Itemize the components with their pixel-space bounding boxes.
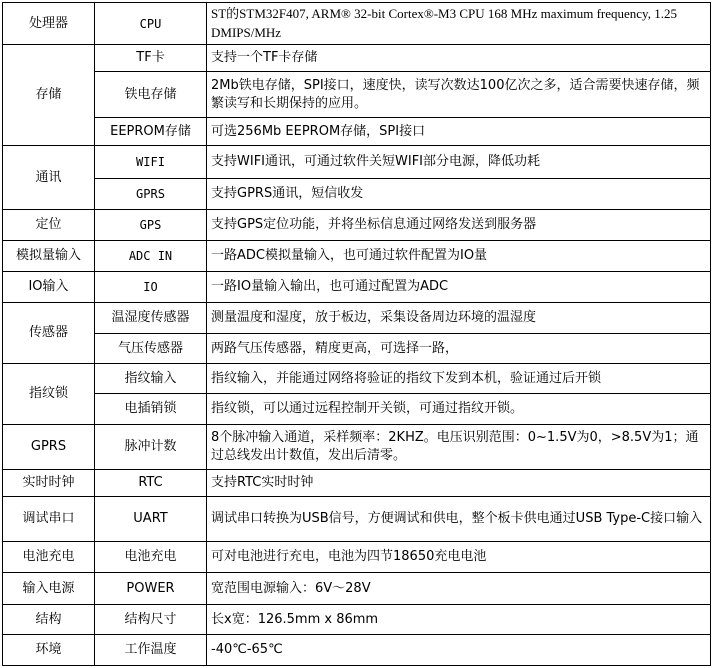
item-cell: ADC IN [95, 241, 207, 272]
item-cell: 温湿度传感器 [95, 303, 207, 334]
item-cell: POWER [95, 573, 207, 605]
description-cell: 支持一个TF卡存储 [207, 45, 711, 72]
category-cell: 输入电源 [3, 573, 95, 605]
category-cell: 指纹锁 [3, 364, 95, 425]
item-cell: WIFI [95, 146, 207, 179]
description-cell: 支持WIFI通讯，可通过软件关短WIFI部分电源，降低功耗 [207, 146, 711, 179]
table-row [3, 241, 711, 272]
description-cell: 宽范围电源输入：6V～28V [207, 573, 711, 605]
description-cell: 指纹锁，可以通过远程控制开关锁，可通过指纹开锁。 [207, 394, 711, 425]
item-cell: GPS [95, 210, 207, 241]
table-row [3, 146, 711, 179]
item-cell: 结构尺寸 [95, 605, 207, 635]
item-cell: 气压传感器 [95, 334, 207, 364]
item-cell: 铁电存储 [95, 72, 207, 118]
description-cell: 8个脉冲输入通道，采样频率：2KHZ。电压识别范围：0~1.5V为0，>8.5V为1；通过总线发出计数值，发出后清零。 [207, 425, 711, 470]
category-cell: 定位 [3, 210, 95, 241]
table-row [3, 497, 711, 542]
item-cell: 工作温度 [95, 635, 207, 666]
table-row [3, 303, 711, 334]
item-cell: TF卡 [95, 45, 207, 72]
item-cell: 电池充电 [95, 542, 207, 573]
table-row [3, 272, 711, 303]
item-cell: 电插销锁 [95, 394, 207, 425]
description-cell [207, 3, 711, 45]
category-cell: 环境 [3, 635, 95, 666]
item-cell: 指纹输入 [95, 364, 207, 394]
category-cell: 模拟量输入 [3, 241, 95, 272]
category-cell: 实时时钟 [3, 470, 95, 497]
description-cell: 一路IO量输入输出，也可通过配置为ADC [207, 272, 711, 303]
description-cell: 可对电池进行充电，电池为四节18650充电电池 [207, 542, 711, 573]
description-cell: -40℃-65℃ [207, 635, 711, 666]
description-cell: 支持GPS定位功能，并将坐标信息通过网络发送到服务器 [207, 210, 711, 241]
category-cell: 传感器 [3, 303, 95, 364]
description-cell: 支持GPRS通讯，短信收发 [207, 179, 711, 210]
description-cell: 一路ADC模拟量输入，也可通过软件配置为IO量 [207, 241, 711, 272]
category-cell: 通讯 [3, 146, 95, 210]
table-row [3, 542, 711, 573]
table-row [3, 45, 711, 72]
item-cell: 脉冲计数 [95, 425, 207, 470]
description-cell: 支持RTC实时时钟 [207, 470, 711, 497]
category-cell: 电池充电 [3, 542, 95, 573]
category-cell: 调试串口 [3, 497, 95, 542]
description-cell: 长x宽：126.5mm x 86mm [207, 605, 711, 635]
table-row [3, 118, 711, 146]
table-row [3, 573, 711, 605]
item-cell: GPRS [95, 179, 207, 210]
table-row [3, 179, 711, 210]
description-cell: 两路气压传感器，精度更高，可选择一路， [207, 334, 711, 364]
item-cell: RTC [95, 470, 207, 497]
description-cell: 测量温度和湿度，放于板边，采集设备周边环境的温湿度 [207, 303, 711, 334]
item-cell: IO [95, 272, 207, 303]
table-row [3, 394, 711, 425]
category-cell: IO输入 [3, 272, 95, 303]
item-cell: CPU [95, 3, 207, 45]
table-row [3, 3, 711, 45]
description-cell: 指纹输入，并能通过网络将验证的指纹下发到本机，验证通过后开锁 [207, 364, 711, 394]
item-cell: UART [95, 497, 207, 542]
spec-table [2, 2, 711, 666]
category-cell: 处理器 [3, 3, 95, 45]
table-row [3, 425, 711, 470]
description-cell: 2Mb铁电存储，SPI接口，速度快，读写次数达100亿次之多，适合需要快速存储，频繁读写和长期保持的应用。 [207, 72, 711, 118]
table-row [3, 72, 711, 118]
table-row [3, 334, 711, 364]
category-cell: 存储 [3, 45, 95, 146]
description-text: ST的STM32F407, ARM® 32-bit Cortex®-M3 CPU 168 MHz maximum frequency, 1.25 DMIPS/MHz [211, 5, 677, 40]
table-row [3, 470, 711, 497]
category-cell: 结构 [3, 605, 95, 635]
table-row [3, 364, 711, 394]
description-cell: 可选256Mb EEPROM存储，SPI接口 [207, 118, 711, 146]
category-cell: GPRS [3, 425, 95, 470]
table-row [3, 605, 711, 635]
description-cell: 调试串口转换为USB信号，方便调试和供电，整个板卡供电通过USB Type-C接口输入 [207, 497, 711, 542]
table-row [3, 210, 711, 241]
item-cell: EEPROM存储 [95, 118, 207, 146]
table-row [3, 635, 711, 666]
